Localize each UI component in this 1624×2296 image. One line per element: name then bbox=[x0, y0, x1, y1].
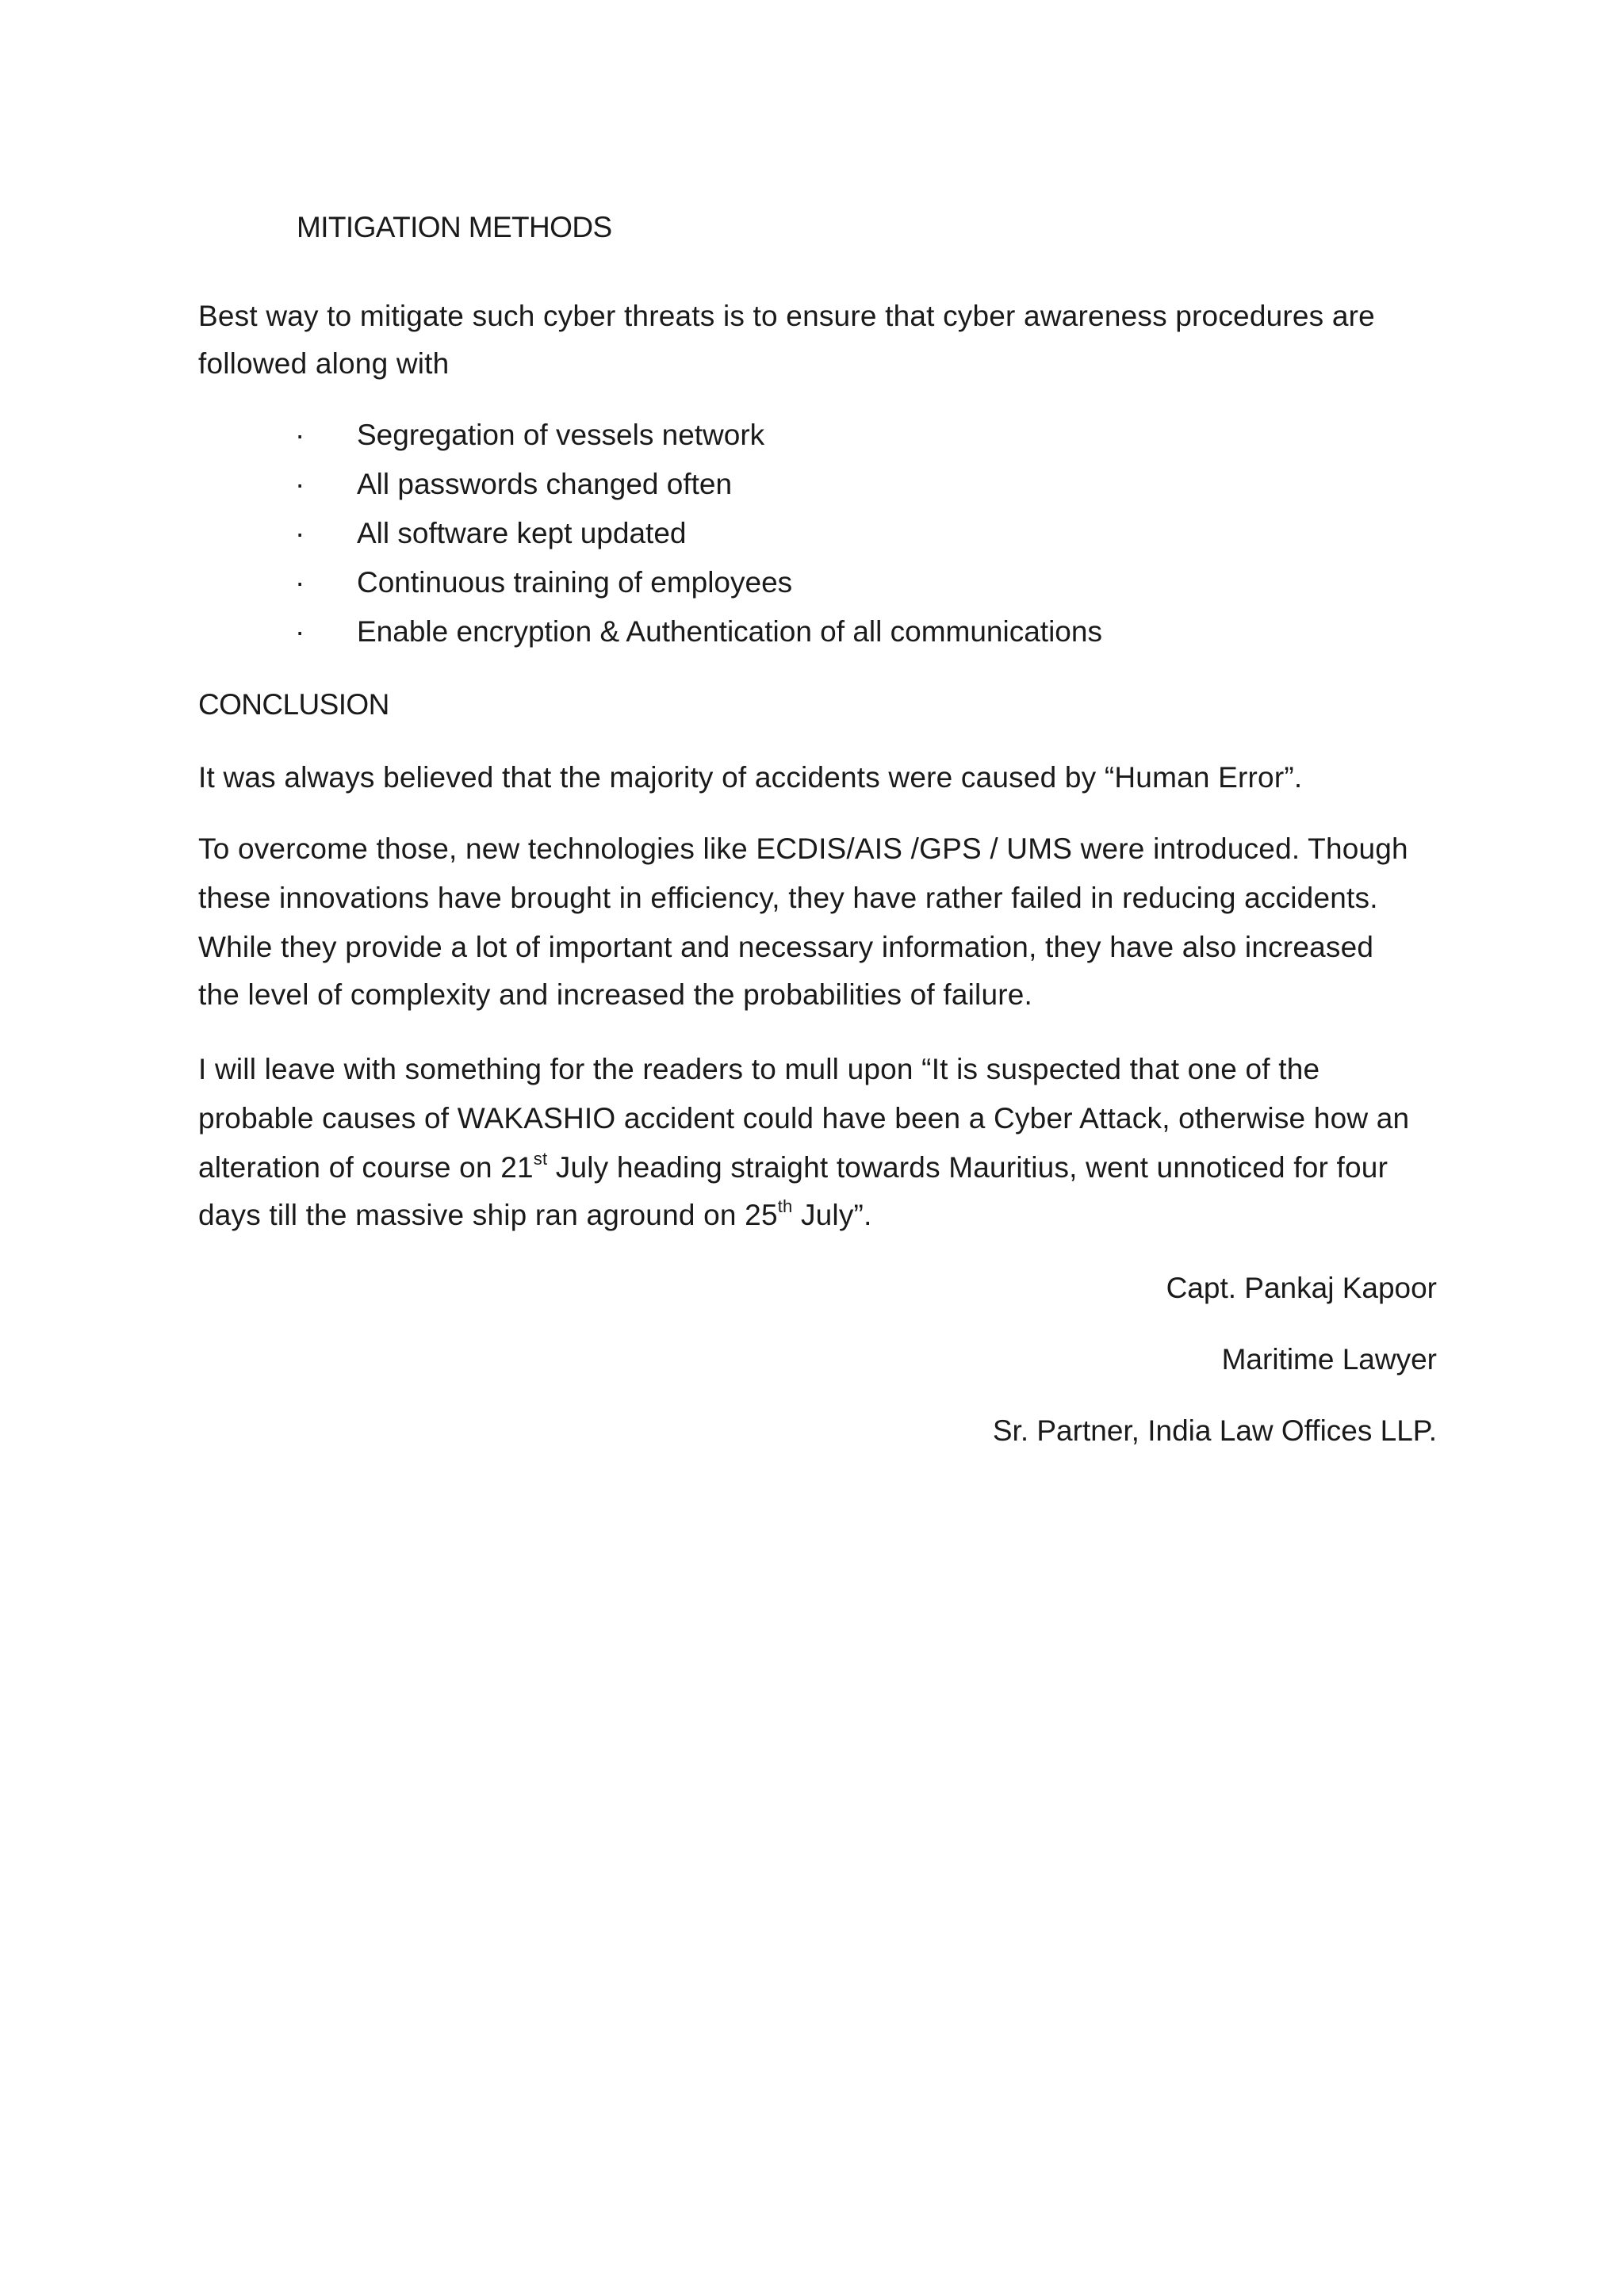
bullet-text: Enable encryption & Authentication of all communications bbox=[357, 615, 1102, 648]
conclusion-paragraph-1: It was always believed that the majority of accidents were caused by “Human Error”. bbox=[198, 761, 1303, 794]
signature-role: Maritime Lawyer bbox=[1221, 1343, 1437, 1376]
bullet-text: All software kept updated bbox=[357, 517, 687, 549]
conclusion-paragraph-2-line-4: the level of complexity and increased the probabilities of failure. bbox=[198, 978, 1033, 1011]
ordinal-suffix: st bbox=[533, 1149, 548, 1169]
conclusion-heading: CONCLUSION bbox=[198, 688, 389, 721]
conclusion-paragraph-2-line-2: these innovations have brought in efficiency, they have rather failed in reducing accidents. bbox=[198, 882, 1378, 914]
bullet-icon: · bbox=[295, 517, 305, 549]
text-segment: July”. bbox=[792, 1199, 872, 1231]
bullet-icon: · bbox=[295, 419, 305, 451]
conclusion-paragraph-3-line-3 bbox=[198, 1143, 1388, 1192]
intro-line-1: Best way to mitigate such cyber threats is to ensure that cyber awareness procedures are bbox=[198, 300, 1375, 332]
bullet-text: Continuous training of employees bbox=[357, 566, 793, 599]
conclusion-paragraph-2-line-1: To overcome those, new technologies like ECDIS/AIS /GPS / UMS were introduced. Though bbox=[198, 832, 1408, 865]
mitigation-heading: MITIGATION METHODS bbox=[297, 211, 612, 243]
text-segment: July heading straight towards Mauritius, went unnoticed for four bbox=[547, 1151, 1388, 1184]
ordinal-suffix: th bbox=[777, 1196, 793, 1216]
bullet-icon: · bbox=[295, 566, 305, 599]
text-segment: alteration of course on 21 bbox=[198, 1151, 534, 1184]
intro-line-2: followed along with bbox=[198, 347, 450, 380]
bullet-text: Segregation of vessels network bbox=[357, 419, 765, 451]
bullet-text: All passwords changed often bbox=[357, 468, 733, 500]
signature-firm: Sr. Partner, India Law Offices LLP. bbox=[992, 1414, 1437, 1447]
conclusion-paragraph-3-line-2: probable causes of WAKASHIO accident could have been a Cyber Attack, otherwise how an bbox=[198, 1102, 1410, 1135]
conclusion-paragraph-3-line-4 bbox=[198, 1191, 872, 1240]
conclusion-paragraph-3-line-1: I will leave with something for the readers to mull upon “It is suspected that one of the bbox=[198, 1053, 1320, 1085]
text-segment: days till the massive ship ran aground on 25 bbox=[198, 1199, 778, 1231]
bullet-icon: · bbox=[295, 468, 305, 500]
bullet-icon: · bbox=[295, 615, 305, 648]
conclusion-paragraph-2-line-3: While they provide a lot of important and necessary information, they have also increased bbox=[198, 931, 1374, 963]
signature-name: Capt. Pankaj Kapoor bbox=[1166, 1272, 1437, 1304]
